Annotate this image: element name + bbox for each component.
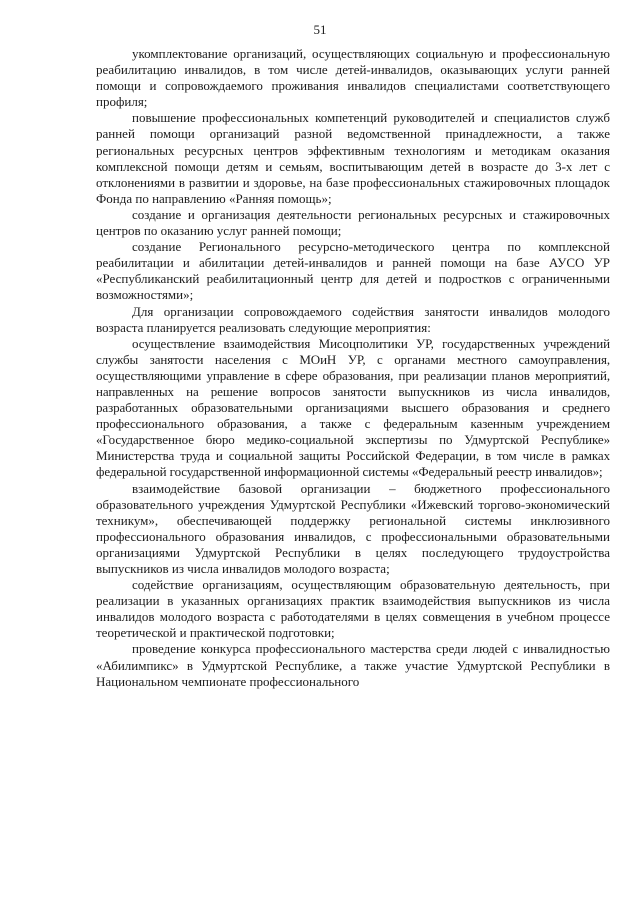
paragraph-base-organization: взаимодействие базовой организации – бюджетного профессионального образовательного учреждения Удмуртской Республики «Ижевский торгово-экономический техникум», обеспечивающей поддержку региональной системы инклюзивного профессионального образования инвалидов, с профессиональными образовательными организациями Удмуртской Республики в целях последующего трудоустройства выпускников из числа инвалидов молодого возраста; (96, 480, 610, 576)
paragraph-competence: повышение профессиональных компетенций руководителей и специалистов служб ранней помощи организаций разной ведомственной принадлежности, а также региональных ресурсных центров эффективным технологиям и методикам оказания комплексной помощи детям и семьям, воспитывающим детей в возрасте до 3-х лет с отклонениями в развитии и здоровье, на базе профессиональных стажировочных площадок Фонда по направлению «Ранняя помощь»; (96, 110, 610, 206)
document-body (96, 46, 610, 690)
paragraph-regional-center: создание Регионального ресурсно-методического центра по комплексной реабилитации и абилитации детей-инвалидов и ранней помощи на базе АУСО УР «Республиканский реабилитационный центр для детей и подростков с ограниченными возможностями»; (96, 239, 610, 303)
paragraph-abilympics: проведение конкурса профессионального мастерства среди людей с инвалидностью «Абилимпикс» в Удмуртской Республике, а также участие Удмуртской Республики в Национальном чемпионате профессионального (96, 641, 610, 689)
paragraph-staffing: укомплектование организаций, осуществляющих социальную и профессиональную реабилитацию инвалидов, в том числе детей-инвалидов, оказывающих услуги ранней помощи и сопровождаемого проживания инвалидов специалистами соответствующего профиля; (96, 46, 610, 110)
paragraph-resource-centers: создание и организация деятельности региональных ресурсных и стажировочных центров по оказанию услуг ранней помощи; (96, 206, 610, 239)
paragraph-assistance: содействие организациям, осуществляющим образовательную деятельность, при реализации в указанных организациях практик взаимодействия выпускников из числа инвалидов молодого возраста с работодателями в целях совмещения в учебном процессе теоретической и практической подготовки; (96, 577, 610, 641)
paragraph-employment-intro: Для организации сопровождаемого содействия занятости инвалидов молодого возраста планируется реализовать следующие мероприятия: (96, 303, 610, 335)
page-number: 51 (313, 22, 327, 37)
paragraph-interaction: осуществление взаимодействия Мисоцполитики УР, государственных учреждений службы занятости населения с МОиН УР, с органами местного самоуправления, осуществляющими управление в сфере образования, при реализации планов мероприятий, направленных на решение вопросов занятости выпускников из числа инвалидов, разработанных образовательными организациями высшего образования и среднего профессионального образования, а также с федеральным казенным учреждением «Государственное бюро медико-социальной экспертизы по Удмуртской Республике» Министерства труда и социальной защиты Российской Федерации, в том числе в рамках федеральной государственной информационной системы «Федеральный реестр инвалидов»; (96, 335, 610, 480)
